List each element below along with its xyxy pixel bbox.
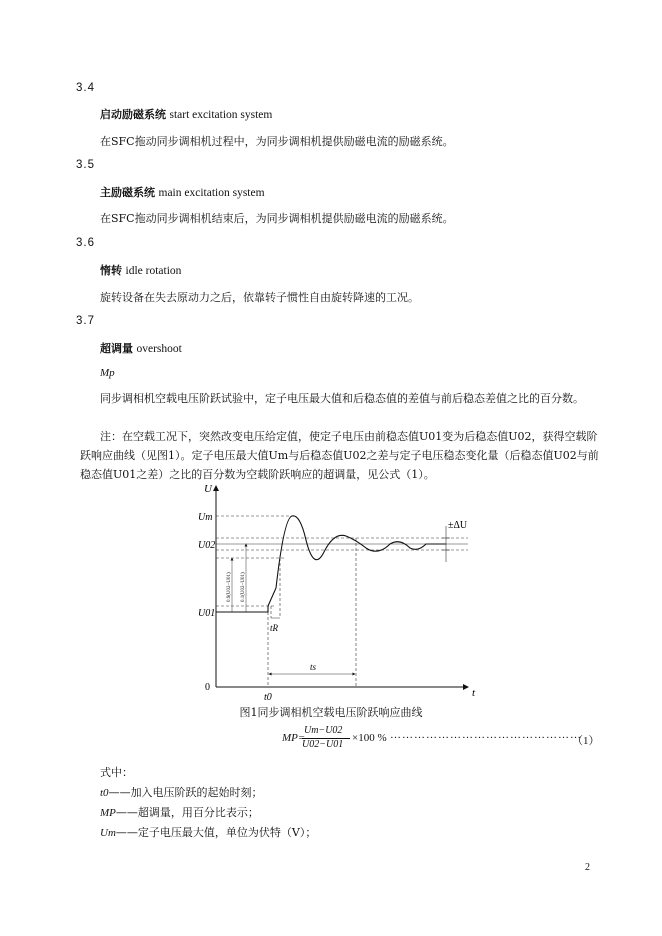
clause-number: 3.5: [76, 159, 95, 171]
step-response-figure: [196, 478, 486, 700]
term-cn: 超调量: [100, 342, 133, 355]
um-label: Um: [198, 512, 213, 523]
where-item: [100, 824, 316, 840]
where-intro: 式中：: [100, 766, 133, 779]
where-item: [100, 804, 259, 820]
formula-leader: …………………………………………: [390, 729, 582, 741]
where-symbol: Um: [100, 827, 116, 839]
where-desc: ——加入电压阶跃的起始时刻；: [108, 786, 263, 799]
origin-label: 0: [205, 682, 210, 693]
term-cn: 惰转: [100, 264, 122, 277]
page-number: 2: [585, 862, 590, 873]
where-symbol: MP: [100, 807, 116, 819]
note: 注：在空载工况下，突然改变电压给定值，使定子电压由前稳态值U01变为后稳态值U02，获得空载阶跃响应曲线（见图1）。定子电压最大值Um与后稳态值U02之差与定子电压稳态变化量（后稳态值U02与前稳态值U01之差）之比的百分数为空载阶跃响应的超调量，见公式（1）。: [80, 430, 599, 481]
t0-label: t0: [264, 692, 272, 700]
ts-label: ts: [310, 662, 317, 672]
u01-label: U01: [198, 608, 216, 619]
term-en: main excitation system: [158, 187, 265, 199]
clause-number: 3.4: [76, 82, 95, 94]
delta-label: ±ΔU: [448, 520, 468, 531]
definition: 在SFC拖动同步调相机过程中，为同步调相机提供励磁电流的励磁系统。: [100, 135, 454, 148]
formula-denominator: U02−U01: [302, 739, 344, 750]
term-cn: 启动励磁系统: [100, 108, 166, 121]
term-title: [100, 262, 181, 278]
tr-label: tR: [270, 623, 278, 633]
term-title: [100, 184, 265, 200]
clause-number: 3.6: [76, 237, 95, 249]
y-axis-label: U: [204, 483, 212, 495]
formula-tail: ×100 %: [352, 732, 387, 744]
formula-number: （1）: [572, 735, 600, 747]
term-en: overshoot: [136, 343, 182, 355]
term-symbol: Mp: [100, 367, 115, 379]
where-desc: ——定子电压最大值，单位为伏特（V）；: [115, 826, 317, 839]
definition: 在SFC拖动同步调相机结束后，为同步调相机提供励磁电流的励磁系统。: [100, 212, 454, 225]
term-cn: 主励磁系统: [100, 186, 155, 199]
v2-label: 0.1(U02−U01): [241, 572, 246, 602]
term-en: start excitation system: [169, 109, 273, 121]
clause-number: 3.7: [76, 315, 95, 327]
term-en: idle rotation: [125, 265, 182, 277]
where-symbol: t0: [100, 787, 109, 799]
where-item: [100, 784, 263, 800]
response-curve: [216, 516, 446, 612]
where-desc: ——超调量，用百分比表示；: [115, 806, 259, 819]
formula-lhs: MP=: [282, 732, 306, 744]
term-title: [100, 106, 272, 122]
definition: 旋转设备在失去原动力之后，依靠转子惯性自由旋转降速的工况。: [100, 291, 419, 304]
definition: 同步调相机空载电压阶跃试验中，定子电压最大值和后稳态值的差值与前后稳态差值之比的百分数。: [100, 392, 584, 405]
figure-caption: 图1同步调相机空载电压阶跃响应曲线: [239, 706, 423, 719]
x-axis-label: t: [472, 687, 476, 699]
u02-label: U02: [198, 540, 216, 551]
formula: [282, 727, 602, 753]
term-title: [100, 340, 182, 356]
v1-label: 0.9(U02−U01): [227, 572, 232, 602]
formula-numerator: Um−U02: [304, 725, 343, 736]
